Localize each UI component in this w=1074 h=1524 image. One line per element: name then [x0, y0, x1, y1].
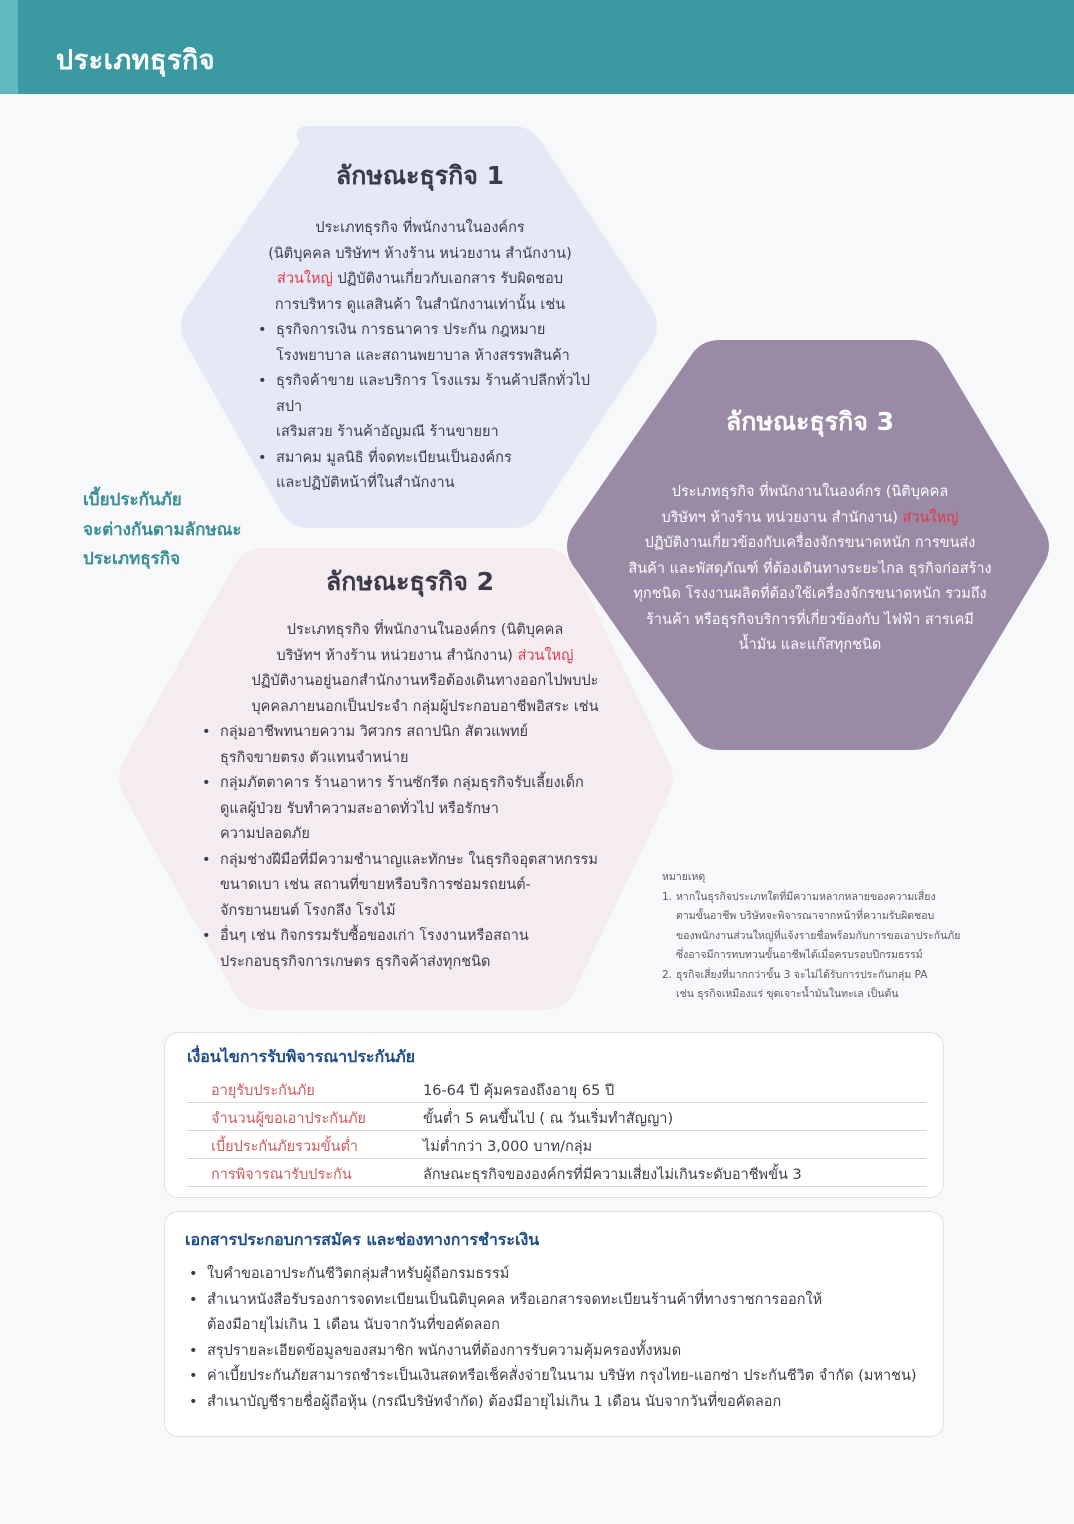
list-item: • ใบคำขอเอาประกันชีวิตกลุ่มสำหรับผู้ถือกรมธรรม์	[187, 1262, 947, 1288]
hex2-intro-line: ประเภทธุรกิจ ที่พนักงานในองค์กร (นิติบุคคล	[286, 622, 564, 638]
hex1-content	[230, 156, 610, 497]
condition-value: ขั้นต่ำ 5 คนขึ้นไป ( ณ วันเริ่มทำสัญญา)	[423, 1111, 674, 1127]
hex3-line: น้ำมัน และแก๊สทุกชนิด	[738, 637, 882, 653]
list-item: • กลุ่มช่างฝีมือที่มีความชำนาญและทักษะ ในธุรกิจอุตสาหกรรม ขนาดเบา เช่น สถานที่ขายหรือบริการซ่อมรถยนต์- จักรยานยนต์ โรงกลึง โรงไม้	[200, 848, 650, 925]
page-title: ประเภทธุรกิจ	[56, 45, 216, 76]
condition-label: จำนวนผู้ขอเอาประกันภัย	[211, 1111, 367, 1127]
hex3-content	[600, 402, 1020, 659]
condition-label: การพิจารณารับประกัน	[211, 1167, 352, 1183]
side-note-line: เบี้ยประกันภัย	[83, 490, 182, 510]
condition-value: ลักษณะธุรกิจขององค์กรที่มีความเสี่ยงไม่เกินระดับอาชีพขั้น 3	[423, 1167, 802, 1183]
list-item: • สำเนาบัญชีรายชื่อผู้ถือหุ้น (กรณีบริษัทจำกัด) ต้องมีอายุไม่เกิน 1 เดือน นับจากวันที่ขอคัดลอก	[187, 1390, 947, 1416]
hex2-intro-line: บุคคลภายนอกเป็นประจำ กลุ่มผู้ประกอบอาชีพอิสระ เช่น	[251, 698, 599, 715]
list-item: • ธุรกิจการเงิน การธนาคาร ประกัน กฎหมาย โรงพยาบาล และสถานพยาบาล ห้างสรรพสินค้า	[256, 318, 610, 369]
remark-item: 2. ธุรกิจเสี่ยงที่มากกว่าขั้น 3 จะไม่ได้รับการประกันกลุ่ม PA เช่น ธุรกิจเหมืองแร่ ขุดเจาะน้ำมันในทะเล เป็นต้น	[662, 968, 928, 1000]
list-item: • สำเนาหนังสือรับรองการจดทะเบียนเป็นนิติบุคคล หรือเอกสารจดทะเบียนร้านค้าที่ทางราชการออกให้ ต้องมีอายุไม่เกิน 1 เดือน นับจากวันที่ขอคัดลอก	[187, 1288, 947, 1339]
table-row	[187, 1131, 927, 1159]
remarks	[662, 868, 1002, 1005]
list-item: • สมาคม มูลนิธิ ที่จดทะเบียนเป็นองค์กร และปฏิบัติหน้าที่ในสำนักงาน	[256, 446, 610, 497]
documents-list	[187, 1262, 947, 1415]
side-note-line: จะต่างกันตามลักษณะ	[83, 519, 242, 540]
condition-value: 16-64 ปี คุ้มครองถึงอายุ 65 ปี	[423, 1083, 615, 1099]
table-row	[187, 1159, 927, 1187]
hex1-intro-line: การบริหาร ดูแลสินค้า ในสำนักงานเท่านั้น เช่น	[274, 296, 566, 313]
condition-label: เบี้ยประกันภัยรวมขั้นต่ำ	[211, 1139, 359, 1155]
hex2-intro-line: ปฏิบัติงานอยู่นอกสำนักงานหรือต้องเดินทางออกไปพบปะ	[251, 673, 599, 689]
hex1-intro-line: ประเภทธุรกิจ ที่พนักงานในองค์กร	[315, 220, 525, 236]
remark-item: 1. หากในธุรกิจประเภทใดที่มีความหลากหลายของความเสี่ยง ตามขั้นอาชีพ บริษัทจะพิจารณาจากหน้าที่ความรับผิดชอบ ของพนักงานส่วนใหญ่ที่แจ้งรายชื่อพร้อมกับการขอเอาประกันภัย ซึ่งอาจมีการทบทวนขั้นอาชีพได้เมื่อครบรอบปีกรมธรรม์	[662, 890, 961, 961]
hex1-intro-rest: ปฏิบัติงานเกี่ยวกับเอกสาร รับผิดชอบ	[332, 271, 564, 287]
hex3-text	[600, 480, 1020, 659]
hex1-intro-line	[230, 267, 610, 293]
hex3-title: ลักษณะธุรกิจ 3	[725, 407, 895, 436]
hex3-line: ร้านค้า หรือธุรกิจบริการที่เกี่ยวข้องกับ ไฟฟ้า สารเคมี	[646, 611, 974, 628]
documents-card	[164, 1211, 944, 1437]
table-row	[187, 1103, 927, 1131]
list-item: • ธุรกิจค้าขาย และบริการ โรงแรม ร้านค้าปลีกทั่วไป สปา เสริมสวย ร้านค้าอัญมณี ร้านขายยา	[256, 369, 610, 446]
hex2-bullets	[200, 720, 650, 975]
documents-title: เอกสารประกอบการสมัคร และช่องทางการชำระเงิน	[185, 1230, 540, 1249]
hex2-intro	[200, 618, 650, 720]
hex2-title: ลักษณะธุรกิจ 2	[325, 567, 495, 596]
hex1-intro	[230, 216, 610, 318]
remarks-title: หมายเหตุ	[662, 871, 706, 883]
condition-value: ไม่ต่ำกว่า 3,000 บาท/กลุ่ม	[423, 1139, 593, 1155]
condition-label: อายุรับประกันภัย	[211, 1083, 315, 1099]
hex3-highlight: ส่วนใหญ่	[902, 509, 959, 526]
table-row	[187, 1075, 927, 1103]
side-note-line: ประเภทธุรกิจ	[83, 549, 181, 569]
list-item: • กลุ่มอาชีพทนายความ วิศวกร สถาปนิก สัตวแพทย์ ธุรกิจขายตรง ตัวแทนจำหน่าย	[200, 720, 650, 771]
list-item: • สรุปรายละเอียดข้อมูลของสมาชิก พนักงานที่ต้องการรับความคุ้มครองทั้งหมด	[187, 1339, 947, 1365]
hex3-line: ปฏิบัติงานเกี่ยวข้องกับเครื่องจักรขนาดหนัก การขนส่ง	[644, 535, 976, 551]
list-item: • ค่าเบี้ยประกันภัยสามารถชำระเป็นเงินสดหรือเช็คสั่งจ่ายในนาม บริษัท กรุงไทย-แอกซ่า ประกันชีวิต จำกัด (มหาชน)	[187, 1364, 947, 1390]
hex2-intro-line: บริษัทฯ ห้างร้าน หน่วยงาน สำนักงาน) ส่วนใหญ่	[276, 647, 574, 664]
hex3-line: ประเภทธุรกิจ ที่พนักงานในองค์กร (นิติบุคคล	[671, 484, 949, 500]
list-item: • อื่นๆ เช่น กิจกรรมรับซื้อของเก่า โรงงานหรือสถาน ประกอบธุรกิจการเกษตร ธุรกิจค้าส่งทุกชนิด	[200, 924, 650, 975]
hex1-bullets	[256, 318, 610, 497]
conditions-title: เงื่อนไขการรับพิจารณาประกันภัย	[187, 1047, 416, 1066]
hex1-highlight: ส่วนใหญ่	[276, 271, 333, 287]
list-item: • กลุ่มภัตตาคาร ร้านอาหาร ร้านซักรีด กลุ่มธุรกิจรับเลี้ยงเด็ก ดูแลผู้ป่วย รับทำความสะอาดทั่วไป หรือรักษา ความปลอดภัย	[200, 771, 650, 848]
hex3-line: ทุกชนิด โรงงานผลิตที่ต้องใช้เครื่องจักรขนาดหนัก รวมถึง	[633, 586, 987, 602]
hex2-content	[200, 562, 650, 975]
hex1-intro-line: (นิติบุคคล บริษัทฯ ห้างร้าน หน่วยงาน สำนักงาน)	[268, 245, 572, 262]
hex2-highlight: ส่วนใหญ่	[517, 647, 574, 664]
hex3-line: บริษัทฯ ห้างร้าน หน่วยงาน สำนักงาน) ส่วนใหญ่	[661, 509, 959, 526]
hex1-title: ลักษณะธุรกิจ 1	[335, 161, 505, 190]
hex3-line: สินค้า และพัสดุภัณฑ์ ที่ต้องเดินทางระยะไกล ธุรกิจก่อสร้าง	[628, 560, 992, 577]
conditions-card	[164, 1032, 944, 1198]
